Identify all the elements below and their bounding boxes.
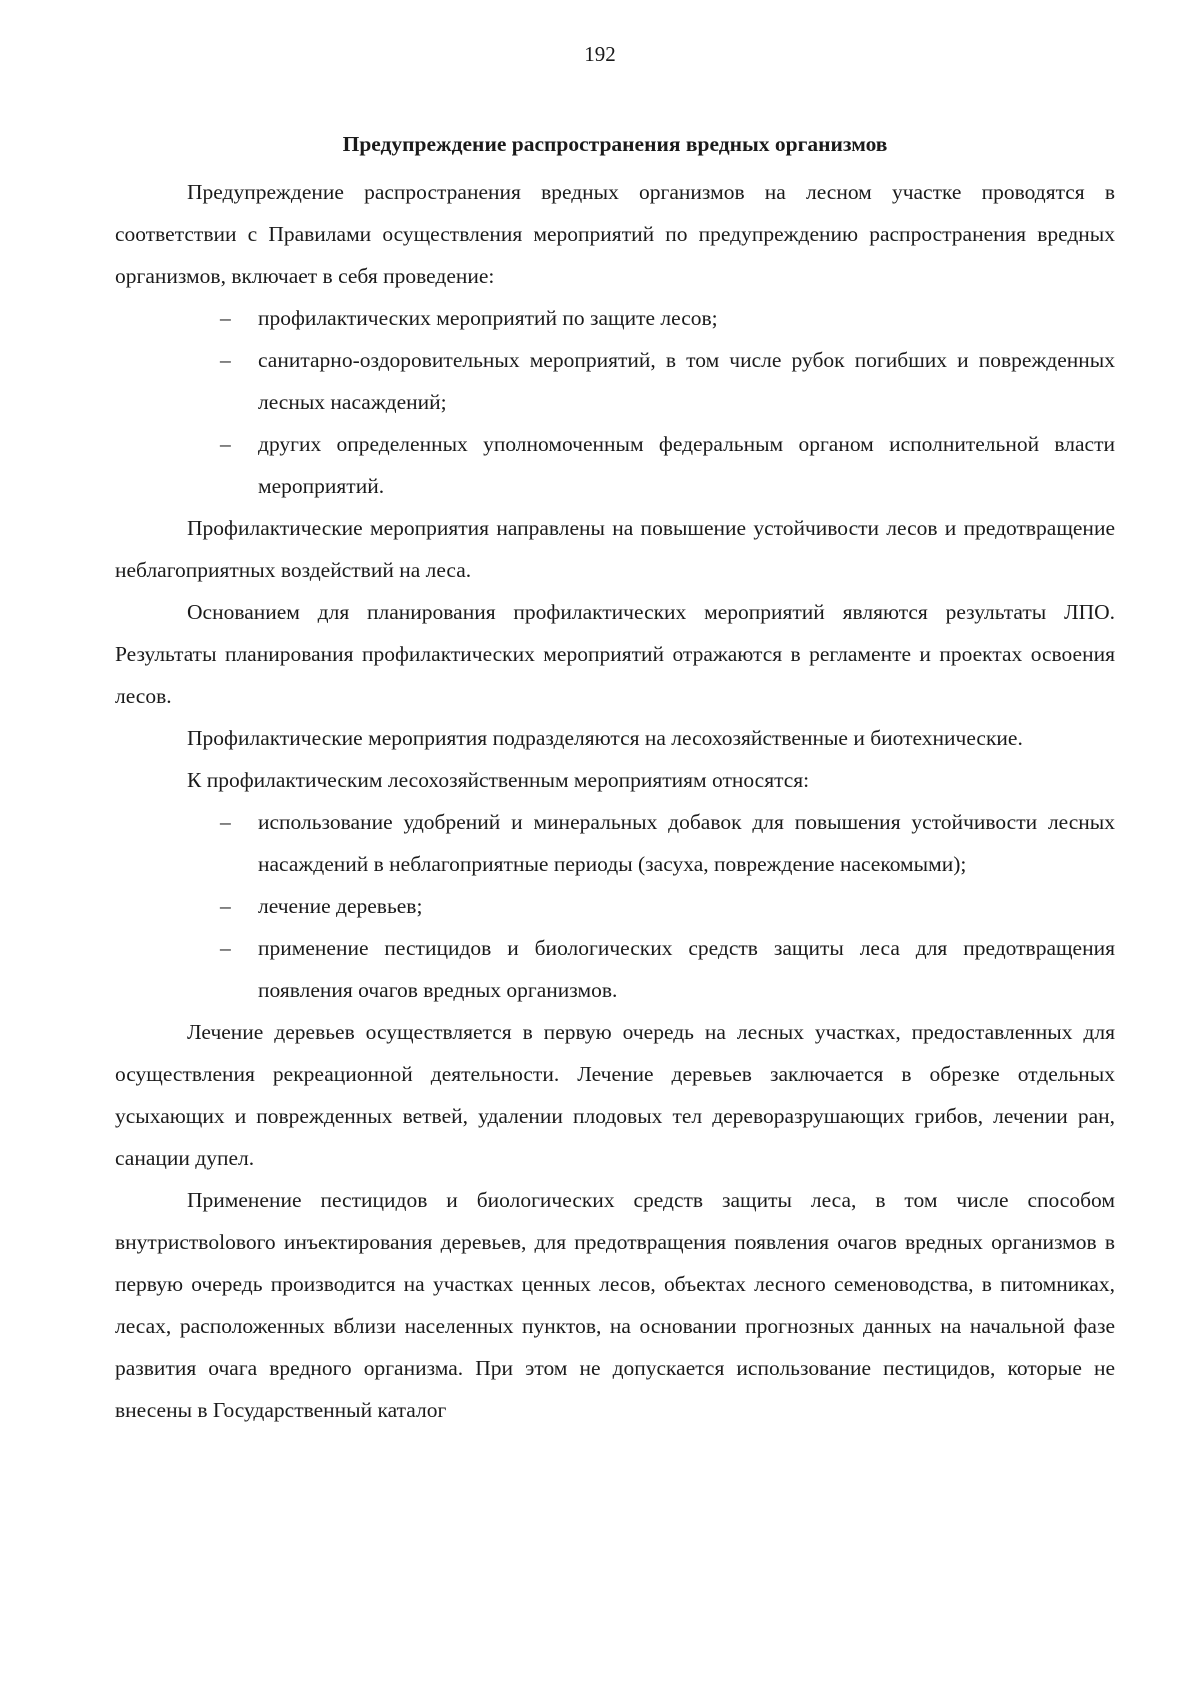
paragraph-forestry-measures-intro: К профилактическим лесохозяйственным мероприятиям относятся: <box>187 768 810 792</box>
list-item-text: лечение деревьев; <box>258 894 423 918</box>
document-body <box>115 123 1115 1431</box>
list-item <box>115 801 1115 885</box>
list-item-text: применение пестицидов и биологических средств защиты леса для предотвращения появления очагов вредных организмов. <box>258 936 1115 1002</box>
dash-bullet-icon: – <box>220 306 231 330</box>
dash-bullet-icon: – <box>220 432 231 456</box>
list-item <box>115 927 1115 1011</box>
list-item <box>115 339 1115 423</box>
list-item-text: других определенных уполномоченным федеральным органом исполнительной власти мероприятий. <box>258 432 1115 498</box>
list-item-text: использование удобрений и минеральных добавок для повышения устойчивости лесных насаждений в неблагоприятные периоды (засуха, повреждение насекомыми); <box>258 810 1115 876</box>
dash-bullet-icon: – <box>220 936 231 960</box>
dash-bullet-icon: – <box>220 894 231 918</box>
list-item <box>115 885 1115 927</box>
dash-bullet-icon: – <box>220 348 231 372</box>
section-title: Предупреждение распространения вредных организмов <box>342 132 888 156</box>
paragraph-tree-treatment: Лечение деревьев осуществляется в первую очередь на лесных участках, предоставленных для осуществления рекреационной деятельности. Лечение деревьев заключается в обрезке отдельных усыхающих и поврежденных ветвей, удалении плодовых тел дереворазрушающих грибов, лечении ран, санации дупел. <box>115 1020 1115 1170</box>
paragraph-pesticide-use: Применение пестицидов и биологических средств защиты леса, в том числе способом внутриствolового инъектирования деревьев, для предотвращения появления очагов вредных организмов в первую очередь производится на участках ценных лесов, объектах лесного семеноводства, в питомниках, лесах, расположенных вблизи населенных пунктов, на основании прогнозных данных на начальной фазе развития очага вредного организма. При этом не допускается использование пестицидов, которые не внесены в Государственный каталог <box>115 1188 1115 1422</box>
paragraph-measure-types: Профилактические мероприятия подразделяются на лесохозяйственные и биотехнические. <box>187 726 1023 750</box>
list-item <box>115 423 1115 507</box>
dash-bullet-icon: – <box>220 810 231 834</box>
bullet-list-forestry-measures <box>115 801 1115 1011</box>
paragraph-intro: Предупреждение распространения вредных организмов на лесном участке проводятся в соответствии с Правилами осуществления мероприятий по предупреждению распространения вредных организмов, включает в себя проведение: <box>115 180 1115 288</box>
paragraph-prevention-goals: Профилактические мероприятия направлены на повышение устойчивости лесов и предотвращение неблагоприятных воздействий на леса. <box>115 516 1115 582</box>
bullet-list-measures <box>115 297 1115 507</box>
list-item <box>115 297 1115 339</box>
paragraph-planning-basis: Основанием для планирования профилактических мероприятий являются результаты ЛПО. Результаты планирования профилактических мероприятий отражаются в регламенте и проектах освоения лесов. <box>115 600 1115 708</box>
list-item-text: профилактических мероприятий по защите лесов; <box>258 306 718 330</box>
page-number: 192 <box>584 42 616 66</box>
list-item-text: санитарно-оздоровительных мероприятий, в том числе рубок погибших и поврежденных лесных насаждений; <box>258 348 1115 414</box>
